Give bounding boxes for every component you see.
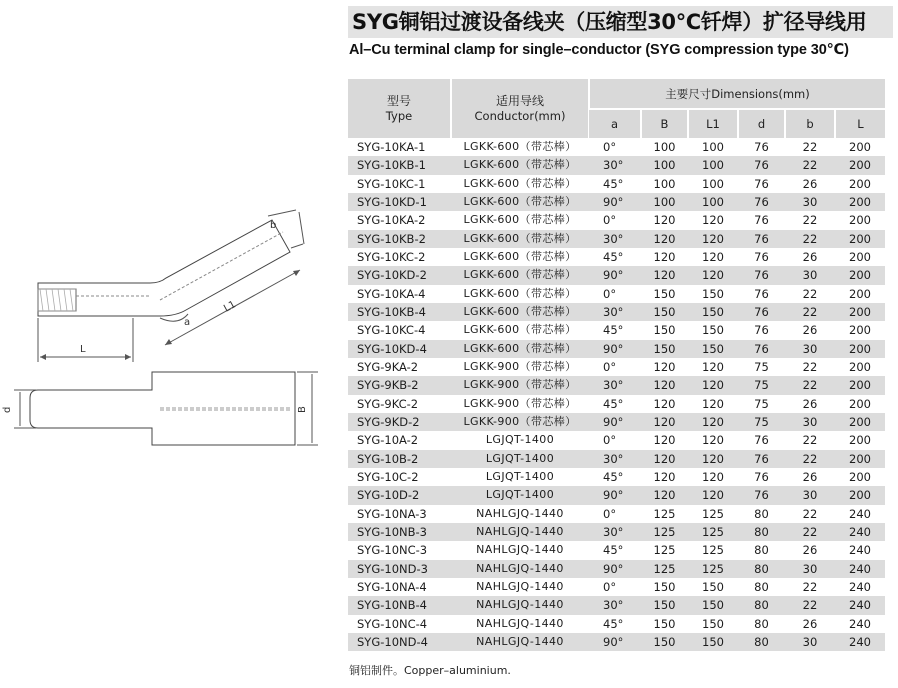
cell-L: 240 (849, 580, 871, 595)
cell-conductor: LGKK-600（带芯棒） (451, 340, 589, 358)
cell-conductor: NAHLGJQ-1440 (451, 523, 589, 541)
cell-a: 90° (589, 560, 641, 578)
cell-L1: 100 (688, 156, 738, 174)
cell-conductor: LGKK-600（带芯棒） (451, 156, 589, 174)
cell-conductor: LGKK-900（带芯棒） (451, 413, 589, 431)
cell-conductor: NAHLGJQ-1440 (476, 616, 564, 630)
cell-L1: 150 (688, 340, 738, 358)
cell-a: 30° (589, 376, 641, 394)
cell-type: SYG-10B-2 (348, 450, 451, 468)
cell-d: 80 (754, 506, 769, 521)
cell-conductor: LGJQT-1400 (485, 433, 555, 447)
table-row (348, 541, 885, 559)
cell-b: 22 (802, 506, 818, 521)
cell-B: 100 (653, 176, 676, 191)
table-row (348, 633, 885, 651)
cell-d: 80 (738, 596, 785, 614)
cell-a: 45° (603, 543, 624, 558)
table-row (348, 376, 885, 394)
cell-type: SYG-10KA-1 (357, 140, 426, 155)
cell-L: 240 (849, 506, 871, 521)
cell-b: 26 (802, 396, 818, 411)
cell-d: 76 (754, 470, 769, 485)
header-type-cn: 型号 (386, 93, 411, 108)
cell-L: 200 (849, 250, 871, 265)
cell-conductor: NAHLGJQ-1440 (451, 560, 589, 578)
header-sub-a: a (589, 109, 641, 138)
cell-conductor: NAHLGJQ-1440 (476, 506, 564, 520)
table-row (348, 266, 885, 284)
cell-B: 120 (641, 376, 688, 394)
cell-a: 0° (603, 286, 617, 301)
cell-d: 76 (738, 230, 785, 248)
cell-L1: 125 (688, 523, 738, 541)
cell-L: 240 (849, 616, 871, 631)
cell-a: 45° (603, 250, 624, 265)
table-row (348, 303, 885, 321)
cell-L1: 120 (688, 266, 738, 284)
cell-a: 30° (589, 596, 641, 614)
cell-d: 75 (754, 360, 769, 375)
cell-d: 80 (754, 616, 769, 631)
cell-d: 80 (738, 523, 785, 541)
cell-conductor: NAHLGJQ-1440 (476, 543, 564, 557)
cell-L: 200 (849, 433, 871, 448)
cell-B: 125 (641, 560, 688, 578)
cell-d: 75 (738, 376, 785, 394)
cell-B: 120 (641, 266, 688, 284)
header-sub-l1: L1 (688, 109, 738, 138)
cell-L1: 125 (688, 560, 738, 578)
header-sub-b: B (641, 109, 688, 138)
cell-a: 45° (603, 470, 624, 485)
cell-b: 26 (802, 323, 818, 338)
cell-B: 150 (641, 303, 688, 321)
table-row (348, 468, 885, 486)
cell-b: 26 (802, 250, 818, 265)
cell-d: 76 (754, 140, 769, 155)
cell-type: SYG-10D-2 (348, 486, 451, 504)
cell-L1: 100 (702, 176, 724, 191)
cell-B: 120 (653, 396, 676, 411)
header-sub-l: L (835, 109, 885, 138)
cell-d: 76 (738, 266, 785, 284)
cell-L1: 100 (702, 140, 724, 155)
cell-B: 150 (653, 286, 676, 301)
table-row (348, 340, 885, 358)
cell-conductor: LGJQT-1400 (485, 470, 555, 484)
table-row (348, 230, 885, 248)
cell-b: 22 (802, 580, 818, 595)
cell-B: 120 (653, 433, 676, 448)
cell-L: 240 (835, 633, 885, 651)
cell-d: 75 (738, 413, 785, 431)
cell-B: 150 (641, 596, 688, 614)
cell-L1: 150 (702, 580, 724, 595)
table-row (348, 486, 885, 504)
table-row (348, 358, 885, 376)
cell-a: 90° (589, 633, 641, 651)
cell-a: 90° (589, 486, 641, 504)
cell-d: 76 (754, 213, 769, 228)
cell-d: 76 (738, 340, 785, 358)
cell-type: SYG-10NA-4 (357, 580, 427, 595)
cell-d: 76 (754, 433, 769, 448)
cell-B: 100 (653, 140, 676, 155)
cell-L1: 150 (688, 303, 738, 321)
cell-B: 150 (641, 340, 688, 358)
label-L: L (80, 344, 86, 355)
cell-B: 120 (641, 486, 688, 504)
cell-a: 45° (603, 396, 624, 411)
cell-d: 80 (754, 543, 769, 558)
cell-L1: 150 (702, 616, 724, 631)
cell-d: 76 (738, 193, 785, 211)
cell-B: 100 (641, 156, 688, 174)
cell-L1: 120 (702, 433, 724, 448)
spec-table (348, 79, 885, 651)
cell-conductor: LGKK-900（带芯棒） (463, 396, 577, 410)
table-row (348, 450, 885, 468)
cell-a: 0° (603, 433, 617, 448)
header-conductor (451, 79, 589, 138)
cell-B: 120 (641, 450, 688, 468)
cell-b: 22 (802, 286, 818, 301)
cell-B: 120 (653, 360, 676, 375)
table-row (348, 321, 885, 339)
cell-a: 30° (589, 523, 641, 541)
cell-L1: 150 (688, 633, 738, 651)
table-row (348, 395, 885, 413)
table-row (348, 560, 885, 578)
cell-type: SYG-10ND-4 (348, 633, 451, 651)
cell-B: 120 (653, 470, 676, 485)
cell-type: SYG-10KC-2 (357, 250, 426, 265)
cell-d: 76 (754, 286, 769, 301)
cell-L1: 100 (688, 193, 738, 211)
cell-L1: 125 (702, 506, 724, 521)
cell-type: SYG-10NB-3 (348, 523, 451, 541)
cell-type: SYG-10NC-3 (357, 543, 428, 558)
cell-L: 200 (835, 376, 885, 394)
cell-a: 45° (603, 616, 624, 631)
cell-L: 200 (849, 323, 871, 338)
cell-L: 240 (835, 523, 885, 541)
cell-a: 30° (589, 450, 641, 468)
header-sub-d: d (738, 109, 785, 138)
cell-B: 120 (653, 250, 676, 265)
cell-L: 200 (835, 193, 885, 211)
cell-type: SYG-10KB-2 (348, 230, 451, 248)
table-row (348, 505, 885, 523)
cell-b: 26 (802, 176, 818, 191)
cell-B: 125 (641, 523, 688, 541)
cell-L: 200 (835, 340, 885, 358)
cell-type: SYG-10NA-3 (357, 506, 427, 521)
cell-b: 22 (785, 303, 835, 321)
cell-a: 0° (603, 360, 617, 375)
cell-type: SYG-10KD-4 (348, 340, 451, 358)
cell-b: 30 (785, 560, 835, 578)
cell-L: 200 (835, 156, 885, 174)
cell-L: 200 (835, 230, 885, 248)
cell-type: SYG-10KA-4 (357, 286, 426, 301)
label-b: b (270, 220, 277, 231)
cell-L: 200 (835, 266, 885, 284)
cell-b: 22 (785, 450, 835, 468)
cell-L: 200 (835, 486, 885, 504)
cell-B: 150 (653, 616, 676, 631)
cell-L1: 120 (702, 470, 724, 485)
cell-d: 76 (754, 176, 769, 191)
cell-L: 240 (835, 560, 885, 578)
cell-conductor: LGKK-600（带芯棒） (463, 286, 577, 300)
label-a: a (184, 317, 191, 328)
table-row (348, 138, 885, 156)
cell-B: 120 (653, 213, 676, 228)
cell-L1: 120 (702, 360, 724, 375)
cell-conductor: LGKK-600（带芯棒） (463, 213, 577, 227)
cell-d: 80 (754, 580, 769, 595)
cell-b: 30 (785, 413, 835, 431)
cell-b: 22 (802, 433, 818, 448)
cell-L: 200 (835, 413, 885, 431)
table-row (348, 211, 885, 229)
cell-b: 22 (785, 376, 835, 394)
cell-d: 76 (738, 303, 785, 321)
cell-L1: 150 (702, 323, 724, 338)
cell-a: 90° (589, 193, 641, 211)
cell-L: 200 (849, 286, 871, 301)
cell-b: 26 (802, 543, 818, 558)
cell-L1: 120 (702, 250, 724, 265)
cell-type: SYG-10A-2 (357, 433, 419, 448)
table-row (348, 578, 885, 596)
cell-b: 22 (785, 523, 835, 541)
cell-type: SYG-10ND-3 (348, 560, 451, 578)
cell-b: 22 (785, 596, 835, 614)
cell-b: 26 (802, 470, 818, 485)
cell-L1: 120 (702, 213, 724, 228)
cell-d: 76 (738, 156, 785, 174)
cell-B: 150 (641, 633, 688, 651)
cell-conductor: LGKK-600（带芯棒） (451, 266, 589, 284)
cell-L: 200 (849, 396, 871, 411)
cell-type: SYG-10KC-1 (357, 176, 426, 191)
cell-type: SYG-10KA-2 (357, 213, 426, 228)
cell-B: 120 (641, 413, 688, 431)
cell-type: SYG-10KC-4 (357, 323, 426, 338)
table-row (348, 175, 885, 193)
cell-d: 76 (738, 450, 785, 468)
table-row (348, 285, 885, 303)
cell-a: 30° (589, 156, 641, 174)
cell-L1: 120 (702, 396, 724, 411)
cell-b: 30 (785, 633, 835, 651)
cell-type: SYG-10KD-2 (348, 266, 451, 284)
cell-b: 30 (785, 486, 835, 504)
cell-conductor: LGKK-600（带芯棒） (463, 140, 577, 154)
cell-a: 0° (603, 506, 617, 521)
cell-L: 200 (849, 360, 871, 375)
label-B: B (297, 406, 308, 413)
cell-L: 200 (835, 303, 885, 321)
cell-L: 200 (849, 213, 871, 228)
cell-a: 90° (589, 413, 641, 431)
cell-d: 76 (754, 323, 769, 338)
cell-d: 76 (754, 250, 769, 265)
cell-a: 0° (603, 140, 617, 155)
cell-type: SYG-10NB-4 (348, 596, 451, 614)
cell-conductor: LGKK-600（带芯棒） (463, 176, 577, 190)
table-row (348, 248, 885, 266)
cell-L1: 150 (702, 286, 724, 301)
table-row (348, 193, 885, 211)
cell-L: 200 (849, 176, 871, 191)
cell-conductor: LGKK-600（带芯棒） (451, 230, 589, 248)
cell-b: 30 (785, 340, 835, 358)
cell-type: SYG-10NC-4 (357, 616, 428, 631)
clamp-drawing (0, 200, 345, 460)
cell-L: 240 (835, 596, 885, 614)
header-dimensions: 主要尺寸Dimensions(mm) (589, 79, 885, 109)
cell-L1: 120 (688, 230, 738, 248)
table-row (348, 156, 885, 174)
cell-conductor: LGJQT-1400 (451, 450, 589, 468)
cell-conductor: NAHLGJQ-1440 (476, 580, 564, 594)
cell-B: 125 (653, 543, 676, 558)
table-row (348, 431, 885, 449)
page-title-cn: SYG铜铝过渡设备线夹（压缩型30℃钎焊）扩径导线用 (348, 6, 893, 38)
cell-b: 22 (785, 230, 835, 248)
cell-b: 22 (785, 156, 835, 174)
cell-conductor: LGKK-600（带芯棒） (451, 193, 589, 211)
cell-conductor: LGKK-600（带芯棒） (463, 250, 577, 264)
cell-conductor: LGJQT-1400 (451, 486, 589, 504)
cell-L: 200 (849, 470, 871, 485)
page-title-en: Al–Cu terminal clamp for single–conductor (SYG compression type 30℃) (349, 42, 849, 58)
header-type-en: Type (385, 108, 413, 123)
table-row (348, 413, 885, 431)
cell-B: 100 (641, 193, 688, 211)
cell-L: 200 (849, 140, 871, 155)
cell-L1: 150 (688, 596, 738, 614)
label-d: d (2, 406, 13, 413)
cell-L1: 125 (702, 543, 724, 558)
cell-b: 22 (802, 140, 818, 155)
cell-d: 75 (754, 396, 769, 411)
cell-conductor: NAHLGJQ-1440 (451, 596, 589, 614)
cell-a: 30° (589, 303, 641, 321)
cell-L1: 120 (688, 486, 738, 504)
cell-B: 150 (653, 580, 676, 595)
cell-type: SYG-9KB-2 (348, 376, 451, 394)
cell-type: SYG-10KD-1 (348, 193, 451, 211)
cell-L: 200 (835, 450, 885, 468)
table-row (348, 615, 885, 633)
table-row (348, 596, 885, 614)
cell-a: 30° (589, 230, 641, 248)
cell-B: 120 (641, 230, 688, 248)
cell-type: SYG-9KD-2 (348, 413, 451, 431)
cell-type: SYG-9KC-2 (357, 396, 419, 411)
cell-b: 30 (785, 193, 835, 211)
header-sub-b: b (785, 109, 835, 138)
header-type (348, 79, 451, 138)
cell-type: SYG-10KB-1 (348, 156, 451, 174)
label-L1: L1 (222, 299, 238, 315)
table-row (348, 523, 885, 541)
cell-d: 76 (738, 486, 785, 504)
cell-conductor: LGKK-900（带芯棒） (463, 360, 577, 374)
cell-L: 240 (849, 543, 871, 558)
cell-a: 0° (603, 580, 617, 595)
cell-conductor: LGKK-900（带芯棒） (451, 376, 589, 394)
cell-B: 125 (653, 506, 676, 521)
cell-B: 150 (653, 323, 676, 338)
cell-a: 90° (589, 266, 641, 284)
cell-L1: 120 (688, 376, 738, 394)
cell-type: SYG-9KA-2 (357, 360, 419, 375)
cell-type: SYG-10C-2 (357, 470, 419, 485)
cell-L1: 120 (688, 450, 738, 468)
cell-type: SYG-10KB-4 (348, 303, 451, 321)
cell-d: 80 (738, 633, 785, 651)
header-conductor-cn: 适用导线 (495, 93, 544, 108)
header-conductor-en: Conductor(mm) (474, 108, 566, 123)
cell-d: 80 (738, 560, 785, 578)
cell-b: 30 (785, 266, 835, 284)
cell-conductor: LGKK-600（带芯棒） (463, 323, 577, 337)
cell-b: 22 (802, 213, 818, 228)
cell-a: 45° (603, 323, 624, 338)
cell-b: 26 (802, 616, 818, 631)
footnote: 铜铝制件。Copper–aluminium. (349, 664, 511, 677)
cell-a: 0° (603, 213, 617, 228)
cell-b: 22 (802, 360, 818, 375)
cell-conductor: NAHLGJQ-1440 (451, 633, 589, 651)
cell-a: 45° (603, 176, 624, 191)
cell-a: 90° (589, 340, 641, 358)
cell-conductor: LGKK-600（带芯棒） (451, 303, 589, 321)
cell-L1: 120 (688, 413, 738, 431)
